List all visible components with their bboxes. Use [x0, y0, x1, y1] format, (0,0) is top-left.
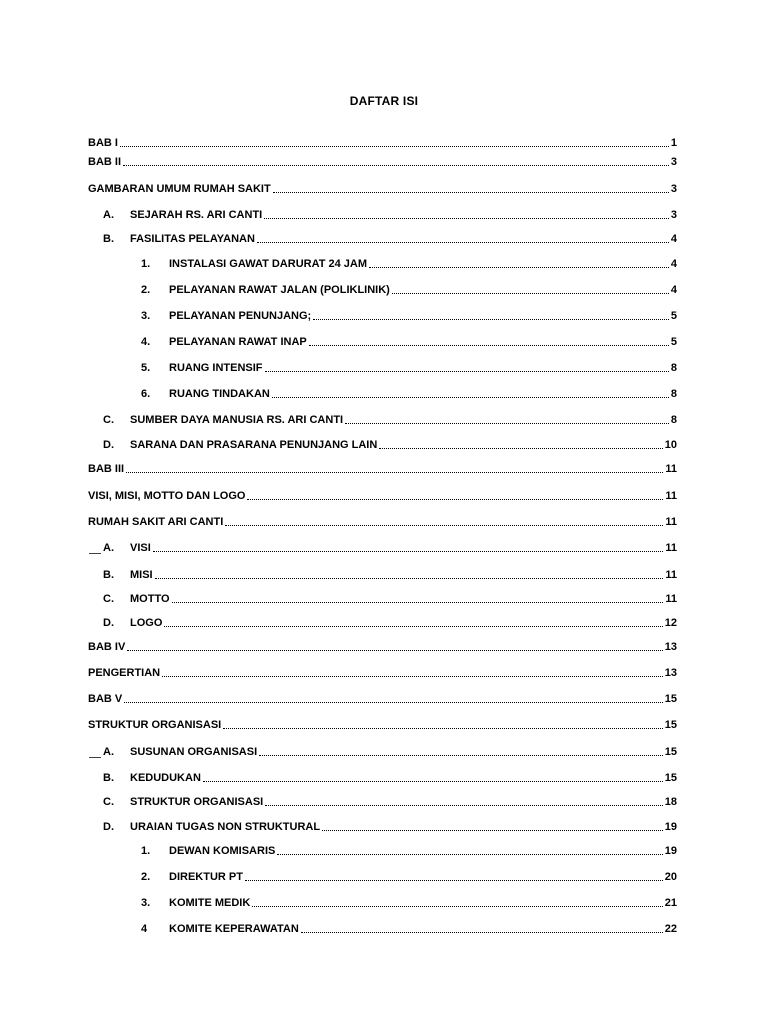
toc-entry-label: KOMITE KEPERAWATAN — [169, 923, 299, 935]
toc-entry-page-number: 15 — [664, 693, 677, 705]
toc-entry-label: STRUKTUR ORGANISASI — [88, 719, 222, 731]
toc-entry[interactable] — [88, 255, 677, 271]
dot-leader — [153, 550, 664, 552]
toc-entry-page-number: 4 — [670, 233, 677, 245]
toc-entry-page-number: 8 — [670, 414, 677, 426]
toc-entry-marker: C. — [103, 796, 114, 808]
dot-leader — [379, 447, 662, 449]
toc-entry[interactable] — [88, 411, 677, 427]
toc-entry-label: SARANA DAN PRASARANA PENUNJANG LAIN — [130, 439, 378, 451]
toc-entry-page-number: 11 — [665, 542, 677, 554]
toc-entry[interactable] — [88, 590, 677, 606]
toc-entry-page-number: 10 — [664, 439, 677, 451]
toc-entry[interactable] — [88, 664, 677, 680]
toc-entry-marker: A. — [103, 209, 114, 221]
dot-leader — [369, 266, 669, 268]
toc-entry-label: BAB III — [88, 463, 125, 475]
toc-entry-label: FASILITAS PELAYANAN — [130, 233, 255, 245]
toc-entry-label: BAB IV — [88, 641, 126, 653]
dot-leader — [301, 931, 663, 933]
toc-entry[interactable] — [88, 769, 677, 785]
toc-entry-page-number: 21 — [664, 897, 677, 909]
dot-leader — [124, 701, 663, 703]
toc-entry-label: SUMBER DAYA MANUSIA RS. ARI CANTI — [130, 414, 344, 426]
toc-entry-marker: D. — [103, 821, 114, 833]
toc-entry[interactable] — [88, 920, 677, 936]
toc-entry[interactable] — [88, 614, 677, 630]
toc-entry[interactable] — [88, 230, 677, 246]
toc-entry-label: DEWAN KOMISARIS — [169, 845, 276, 857]
toc-entry-marker: 2. — [141, 871, 151, 883]
toc-entry-page-number: 13 — [664, 641, 677, 653]
dot-leader — [309, 344, 669, 346]
toc-entry-label: KEDUDUKAN — [130, 772, 201, 784]
dot-leader — [265, 370, 669, 372]
dot-leader — [223, 727, 663, 729]
toc-entry[interactable] — [88, 513, 677, 529]
dot-leader — [322, 829, 663, 831]
toc-entry-page-number: 5 — [670, 310, 677, 322]
toc-entry-page-number: 13 — [664, 667, 677, 679]
toc-entry-page-number: 3 — [670, 183, 677, 195]
toc-entry[interactable] — [88, 487, 677, 503]
toc-entry-marker: A. — [103, 542, 114, 554]
toc-entry-marker: B. — [103, 569, 114, 581]
toc-entry-label: INSTALASI GAWAT DARURAT 24 JAM — [169, 258, 368, 270]
toc-entry-label: MOTTO — [130, 593, 170, 605]
toc-entry[interactable] — [88, 638, 677, 654]
toc-entry[interactable] — [88, 307, 677, 323]
toc-entry-label: SEJARAH RS. ARI CANTI — [130, 209, 263, 221]
toc-entry-label: PELAYANAN RAWAT INAP — [169, 336, 307, 348]
toc-entry-label: DIREKTUR PT — [169, 871, 243, 883]
dot-leader — [259, 754, 663, 756]
hyperlink-underline — [89, 757, 101, 758]
dot-leader — [265, 804, 663, 806]
toc-entry-page-number: 11 — [665, 490, 677, 502]
toc-entry-marker: 5. — [141, 362, 151, 374]
toc-entry-label: VISI — [130, 542, 151, 554]
toc-entry-page-number: 19 — [664, 821, 677, 833]
toc-entry-page-number: 11 — [665, 516, 677, 528]
dot-leader — [123, 164, 669, 166]
toc-entry-page-number: 15 — [664, 772, 677, 784]
toc-entry-label: GAMBARAN UMUM RUMAH SAKIT — [88, 183, 271, 195]
dot-leader — [345, 422, 669, 424]
dot-leader — [127, 649, 662, 651]
toc-entry-page-number: 11 — [665, 463, 677, 475]
toc-entry-label: BAB V — [88, 693, 123, 705]
toc-entry[interactable] — [88, 333, 677, 349]
toc-entry-label: LOGO — [130, 617, 163, 629]
toc-entry-page-number: 19 — [664, 845, 677, 857]
toc-entry-page-number: 12 — [664, 617, 677, 629]
dot-leader — [164, 625, 662, 627]
dot-leader — [392, 292, 669, 294]
toc-entry-label: KOMITE MEDIK — [169, 897, 251, 909]
toc-entry-label: RUANG INTENSIF — [169, 362, 263, 374]
toc-entry-marker: 1. — [141, 258, 151, 270]
hyperlink-underline — [89, 553, 101, 554]
toc-entry-page-number: 20 — [664, 871, 677, 883]
toc-entry-marker: B. — [103, 233, 114, 245]
toc-entry-page-number: 8 — [670, 388, 677, 400]
toc-entry[interactable] — [88, 539, 677, 555]
toc-entry-label: RUANG TINDAKAN — [169, 388, 270, 400]
toc-entry[interactable] — [88, 842, 677, 858]
toc-entry[interactable] — [88, 566, 677, 582]
toc-entry[interactable] — [88, 868, 677, 884]
toc-entry[interactable] — [88, 690, 677, 706]
toc-entry[interactable] — [88, 743, 677, 759]
toc-entry-marker: B. — [103, 772, 114, 784]
dot-leader — [257, 241, 669, 243]
dot-leader — [225, 524, 663, 526]
toc-entry-marker: D. — [103, 439, 114, 451]
toc-entry-marker: 4. — [141, 336, 151, 348]
toc-entry-page-number: 5 — [670, 336, 677, 348]
toc-entry-page-number: 11 — [665, 569, 677, 581]
toc-entry[interactable] — [88, 818, 677, 834]
dot-leader — [120, 145, 669, 147]
toc-entry[interactable] — [88, 385, 677, 401]
dot-leader — [272, 396, 669, 398]
dot-leader — [172, 601, 664, 603]
toc-entry-page-number: 3 — [670, 209, 677, 221]
toc-entry-page-number: 18 — [664, 796, 677, 808]
dot-leader — [245, 879, 663, 881]
toc-entry-marker: C. — [103, 593, 114, 605]
toc-entry[interactable] — [88, 281, 677, 297]
toc-entry[interactable] — [88, 716, 677, 732]
toc-entry-label: BAB I — [88, 137, 118, 149]
toc-entry-label: PELAYANAN PENUNJANG; — [169, 310, 312, 322]
toc-entry-label: URAIAN TUGAS NON STRUKTURAL — [130, 821, 321, 833]
toc-entry-marker: 4 — [141, 923, 148, 935]
dot-leader — [264, 217, 669, 219]
toc-entry-marker: 3. — [141, 897, 151, 909]
toc-entry-page-number: 1 — [670, 137, 677, 149]
toc-entry-label: SUSUNAN ORGANISASI — [130, 746, 258, 758]
toc-entry-label: STRUKTUR ORGANISASI — [130, 796, 264, 808]
toc-entry-label: MISI — [130, 569, 153, 581]
dot-leader — [155, 577, 664, 579]
toc-entry-label: VISI, MISI, MOTTO DAN LOGO — [88, 490, 246, 502]
dot-leader — [247, 498, 663, 500]
toc-entry[interactable] — [88, 460, 677, 476]
toc-entry[interactable] — [88, 153, 677, 169]
toc-entry-marker: C. — [103, 414, 114, 426]
dot-leader — [126, 471, 663, 473]
toc-entry[interactable] — [88, 436, 677, 452]
dot-leader — [277, 853, 662, 855]
toc-entry-marker: A. — [103, 746, 114, 758]
toc-entry-marker: D. — [103, 617, 114, 629]
page-title: DAFTAR ISI — [349, 94, 419, 108]
toc-entry-page-number: 4 — [670, 258, 677, 270]
toc-entry-page-number: 3 — [670, 156, 677, 168]
toc-entry-page-number: 15 — [664, 719, 677, 731]
toc-entry[interactable] — [88, 134, 677, 150]
toc-entry[interactable] — [88, 180, 677, 196]
toc-entry-page-number: 8 — [670, 362, 677, 374]
toc-entry-page-number: 4 — [670, 284, 677, 296]
toc-entry-label: BAB II — [88, 156, 121, 168]
toc-entry[interactable] — [88, 359, 677, 375]
toc-entry-marker: 1. — [141, 845, 151, 857]
toc-entry-page-number: 11 — [665, 593, 677, 605]
toc-entry-page-number: 22 — [664, 923, 677, 935]
toc-entry[interactable] — [88, 793, 677, 809]
dot-leader — [273, 191, 669, 193]
toc-entry-label: RUMAH SAKIT ARI CANTI — [88, 516, 224, 528]
dot-leader — [203, 780, 663, 782]
toc-entry[interactable] — [88, 206, 677, 222]
toc-entry-page-number: 15 — [664, 746, 677, 758]
toc-entry-label: PELAYANAN RAWAT JALAN (POLIKLINIK) — [169, 284, 390, 296]
dot-leader — [252, 905, 662, 907]
toc-entry-label: PENGERTIAN — [88, 667, 161, 679]
toc-entry[interactable] — [88, 894, 677, 910]
dot-leader — [162, 675, 663, 677]
dot-leader — [313, 318, 669, 320]
toc-entry-marker: 3. — [141, 310, 151, 322]
toc-entry-marker: 6. — [141, 388, 151, 400]
toc-entry-marker: 2. — [141, 284, 151, 296]
